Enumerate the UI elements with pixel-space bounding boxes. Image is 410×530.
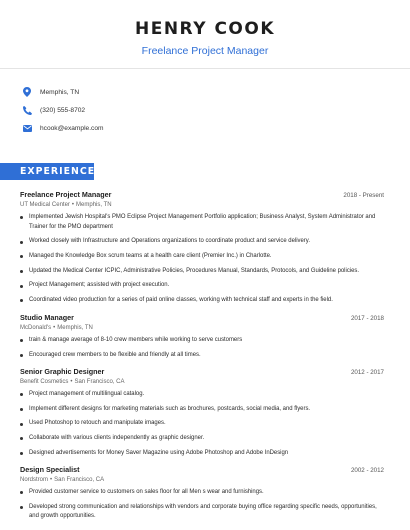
list-item: Developed strong communication and relationships with vendors and corporate buying office regarding specific needs, opportunities, and growth opportunities. [20, 503, 384, 522]
list-item: Coordinated video production for a series of paid online classes, working with technical staff and experts in the field. [20, 296, 384, 306]
job-company: McDonald's [20, 325, 52, 331]
job-employer: McDonald's • Memphis, TN [20, 325, 93, 331]
list-item: Implemented Jewish Hospital's PMO Eclipse Project Management Portfolio application; Business Analyst, System Administrator and Trainer for the PMO department [20, 213, 384, 232]
email-icon [22, 124, 32, 134]
list-item: Project management of multilingual catalog. [20, 390, 384, 400]
job-company: Benefit Cosmetics [20, 379, 69, 385]
contact-location [22, 83, 104, 101]
section-heading-experience: EXPERIENCE [20, 166, 96, 177]
job-dates: 2018 - Present [343, 192, 384, 199]
header-divider [0, 68, 410, 69]
job-company: UT Medical Center [20, 202, 70, 208]
job-title: Studio Manager [20, 313, 74, 322]
contact-email [22, 120, 104, 138]
list-item: Designed advertisements for Money Saver Magazine using Adobe Photoshop and Adobe InDesign [20, 449, 384, 459]
job-location: San Francisco, CA [74, 379, 125, 385]
job-entry [20, 465, 384, 527]
job-employer: Benefit Cosmetics • San Francisco, CA [20, 379, 125, 385]
contact-email-text: hcook@example.com [40, 125, 104, 133]
contact-location-text: Memphis, TN [40, 88, 80, 96]
job-location: Memphis, TN [57, 325, 93, 331]
candidate-title: Freelance Project Manager [141, 45, 269, 57]
list-item: Used Photoshop to retouch and manipulate images. [20, 419, 384, 429]
list-item: Provided customer service to customers on sales floor for all Men s wear and furnishings. [20, 488, 384, 498]
job-location: Memphis, TN [76, 202, 112, 208]
job-dates: 2002 - 2012 [350, 467, 384, 474]
job-title: Senior Graphic Designer [20, 367, 105, 376]
phone-icon [22, 105, 32, 115]
job-title: Freelance Project Manager [20, 190, 112, 199]
job-entry [20, 190, 384, 311]
job-bullets [20, 488, 384, 522]
contact-list [22, 83, 104, 138]
location-pin-icon [22, 87, 32, 97]
job-dates: 2012 - 2017 [350, 369, 384, 376]
contact-phone-text: (320) 555-8702 [40, 106, 86, 114]
job-location: San Francisco, CA [54, 477, 105, 483]
list-item: Updated the Medical Center ICPIC, Administrative Policies, Procedures Manual, Standards, Protocols, and Guideline policies. [20, 267, 384, 277]
list-item: Worked closely with Infrastructure and Operations organizations to coordinate product and service delivery. [20, 237, 384, 247]
job-dates: 2017 - 2018 [350, 315, 384, 322]
job-entry [20, 313, 384, 365]
list-item: Implement different designs for marketing materials such as brochures, postcards, social media, and flyers. [20, 405, 384, 415]
job-bullets [20, 336, 384, 360]
job-employer: Nordstrom • San Francisco, CA [20, 477, 105, 483]
resume-header [0, 0, 410, 57]
job-employer: UT Medical Center • Memphis, TN [20, 202, 112, 208]
list-item: Project Management; assisted with project execution. [20, 281, 384, 291]
list-item: Managed the Knowledge Box scrum teams at a health care client (Premier Inc.) in Charlotte. [20, 252, 384, 262]
candidate-name: HENRY COOK [134, 19, 275, 39]
job-bullets [20, 390, 384, 458]
job-bullets [20, 213, 384, 305]
job-company: Nordstrom [20, 477, 49, 483]
job-entry [20, 367, 384, 463]
contact-phone [22, 101, 104, 119]
list-item: Collaborate with various clients independently as graphic designer. [20, 434, 384, 444]
job-title: Design Specialist [20, 465, 80, 474]
list-item: Encouraged crew members to be flexible and friendly at all times. [20, 351, 384, 361]
list-item: train & manage average of 8-10 crew members while working to serve customers [20, 336, 384, 346]
